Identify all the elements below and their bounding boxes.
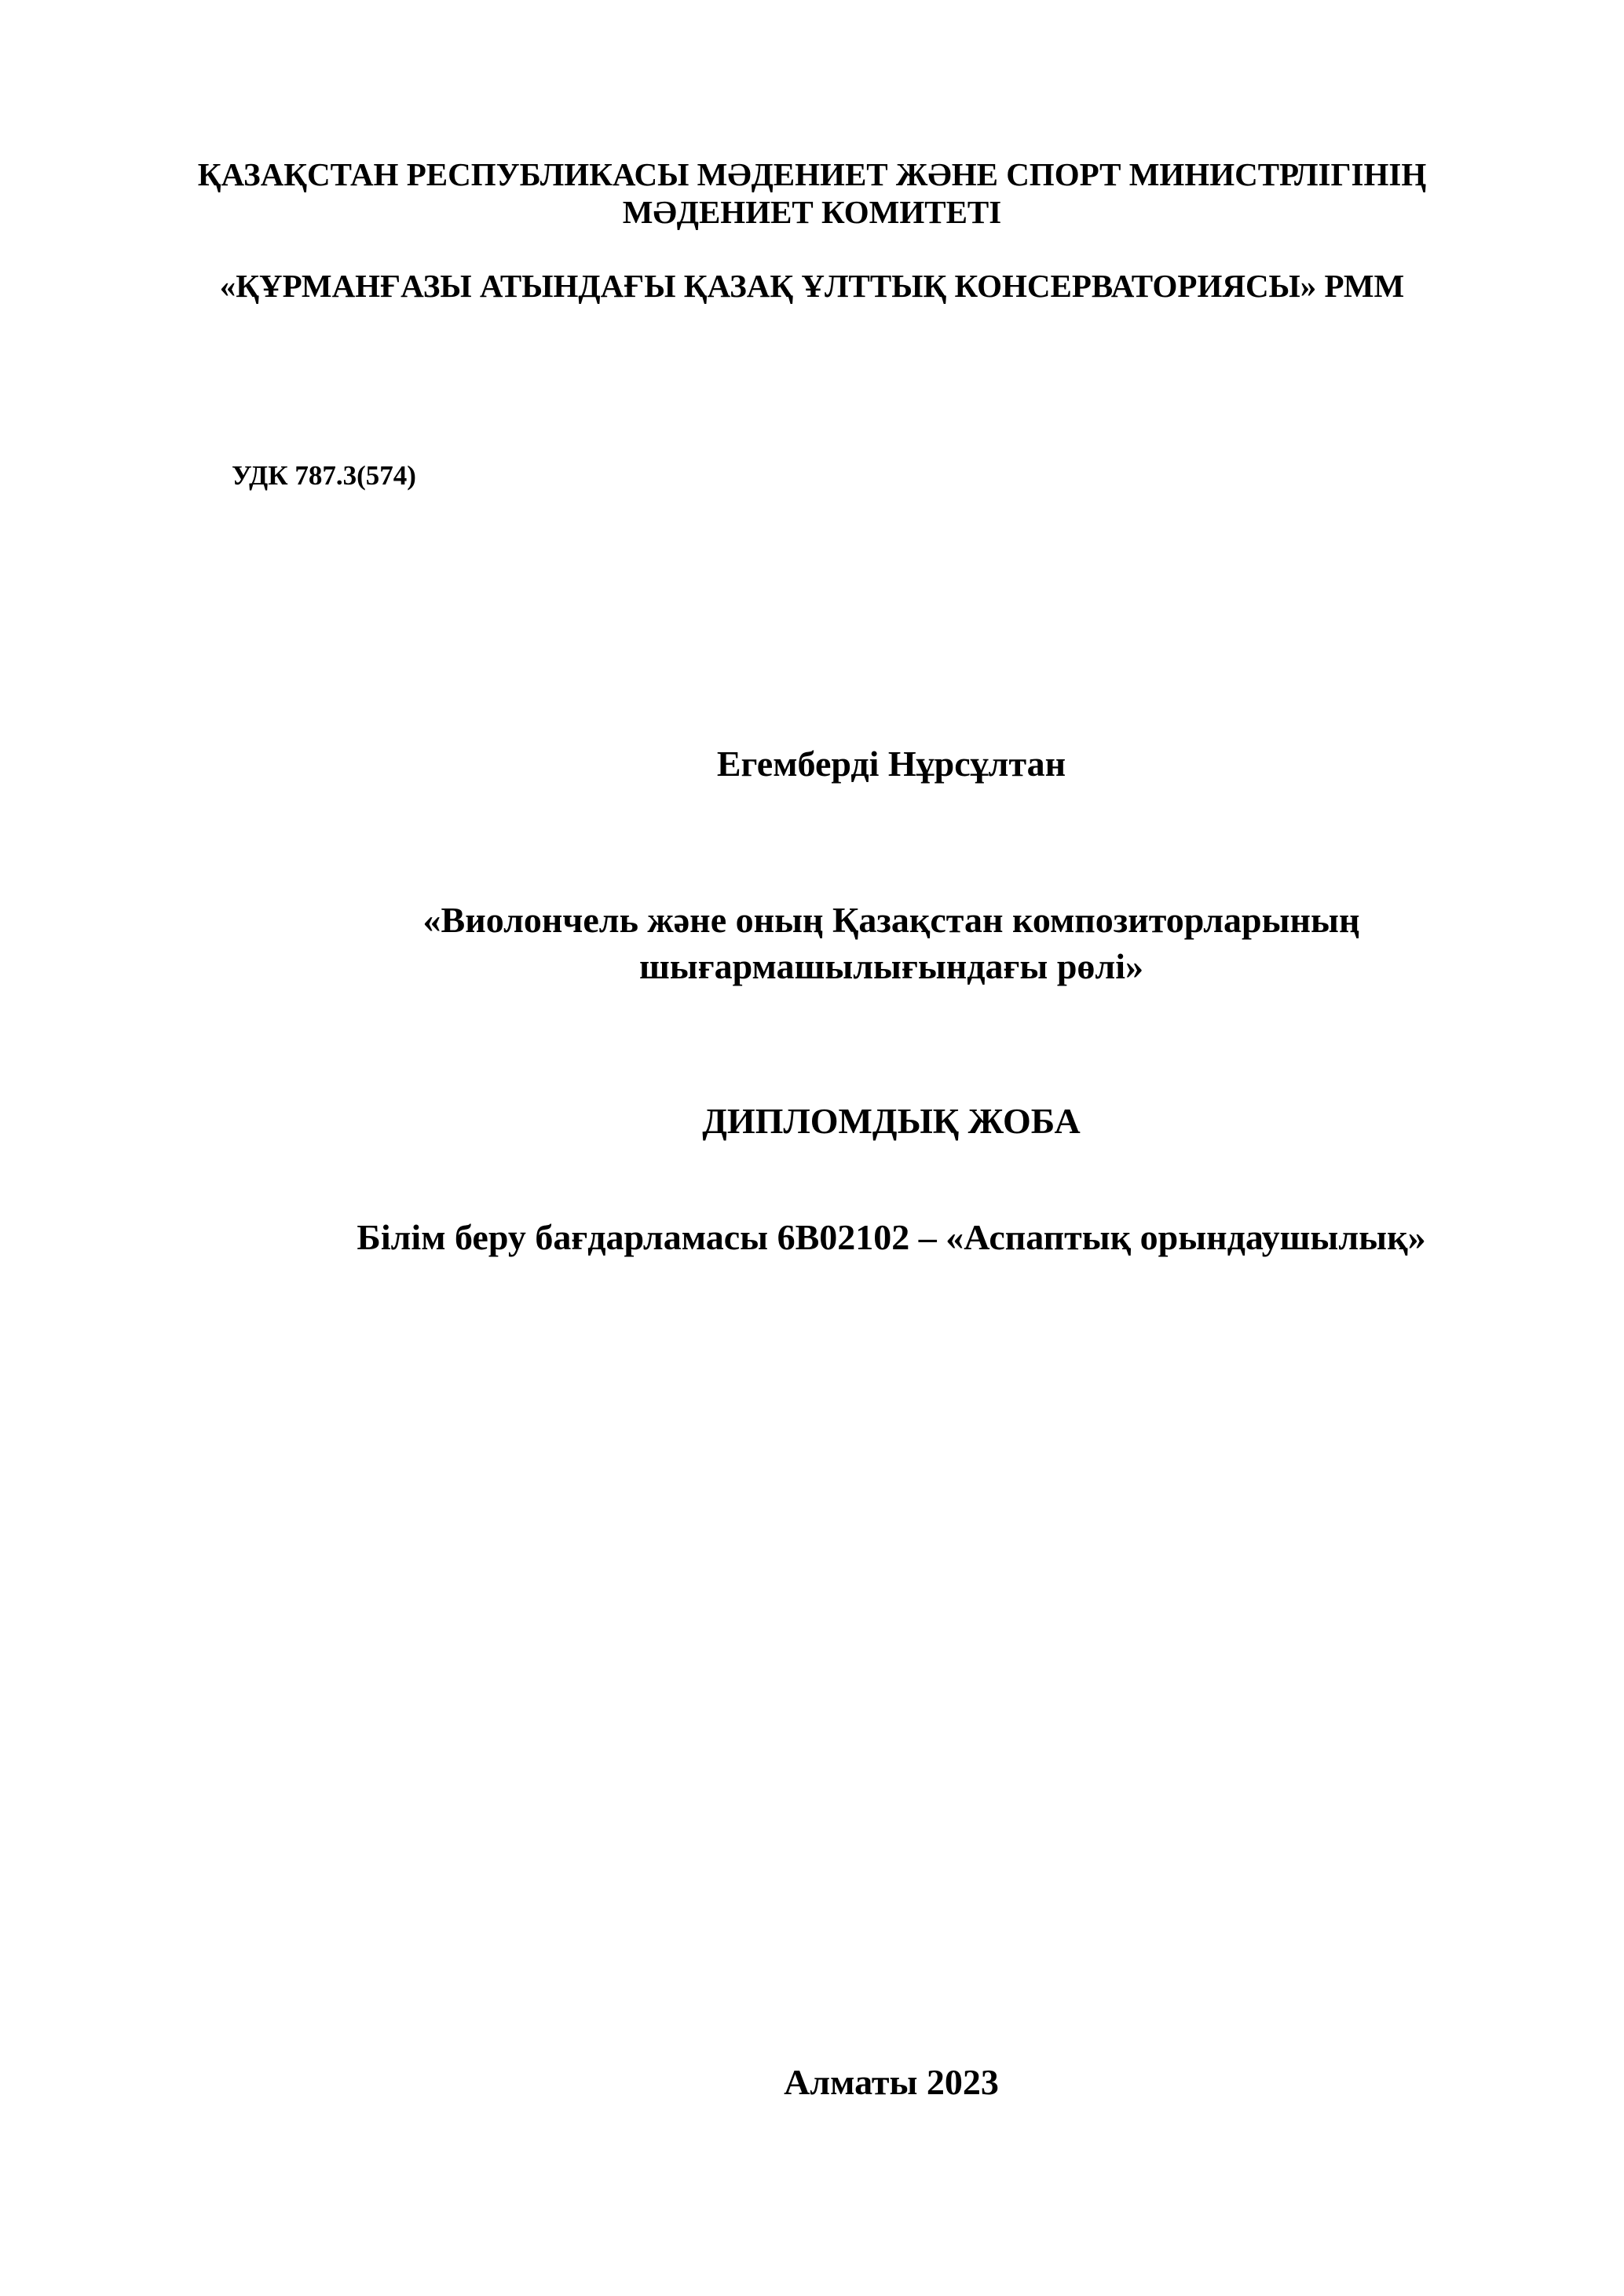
education-program: Білім беру бағдарламасы 6В02102 – «Аспаптық орындаушылық»	[357, 1217, 1426, 1257]
udk-code: УДК 787.3(574)	[232, 460, 416, 491]
ministry-heading-line-1: ҚАЗАҚСТАН РЕСПУБЛИКАСЫ МӘДЕНИЕТ ЖӘНЕ СПОРТ МИНИСТРЛІГІНІҢ	[197, 156, 1427, 192]
ministry-heading-line-2: МӘДЕНИЕТ КОМИТЕТІ	[622, 194, 1002, 230]
city-year: Алматы 2023	[784, 2062, 999, 2102]
thesis-title-line-2: шығармашылығындағы рөлі»	[638, 946, 1144, 986]
document-type: ДИПЛОМДЫҚ ЖОБА	[702, 1101, 1081, 1141]
author-name: Егемберді Нұрсұлтан	[716, 744, 1066, 784]
conservatory-heading: «ҚҰРМАНҒАЗЫ АТЫНДАҒЫ ҚАЗАҚ ҰЛТТЫҚ КОНСЕРВАТОРИЯСЫ» РММ	[219, 268, 1405, 304]
thesis-title-line-1: «Виолончель және оның Қазақстан композиторларының	[422, 900, 1360, 940]
